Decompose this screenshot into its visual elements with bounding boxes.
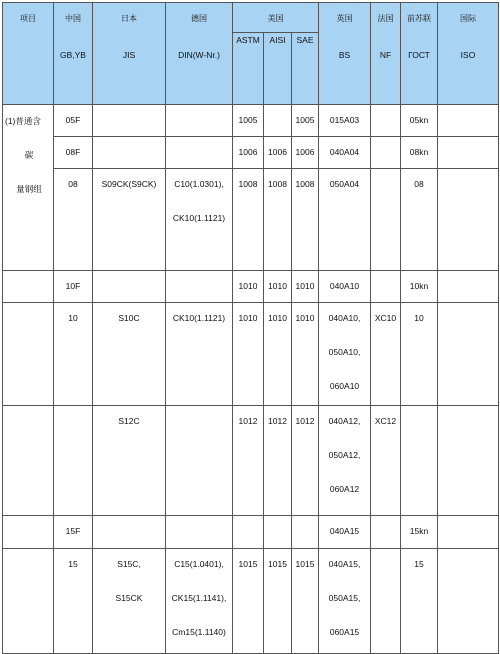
iso-cell bbox=[438, 303, 499, 406]
nf-cell bbox=[371, 105, 401, 137]
astm-cell: 1008 bbox=[233, 169, 264, 271]
astm-cell: 1015 bbox=[233, 549, 264, 654]
header-aisi: AISI bbox=[264, 33, 292, 105]
iso-cell bbox=[438, 516, 499, 549]
category-cell bbox=[3, 516, 54, 549]
jis-cell: S10C bbox=[93, 303, 166, 406]
gost-cell: 15kn bbox=[401, 516, 438, 549]
astm-cell: 1010 bbox=[233, 271, 264, 303]
din-cell: CK10(1.1121) bbox=[166, 303, 233, 406]
nf-cell bbox=[371, 516, 401, 549]
header-china: 中国 GB,YB bbox=[54, 3, 93, 105]
jis-cell bbox=[93, 271, 166, 303]
gb-cell bbox=[54, 406, 93, 516]
sae-cell: 1012 bbox=[292, 406, 319, 516]
sae-cell: 1015 bbox=[292, 549, 319, 654]
gb-cell: 10F bbox=[54, 271, 93, 303]
din-cell bbox=[166, 271, 233, 303]
header-uk: 英国 BS bbox=[319, 3, 371, 105]
nf-cell bbox=[371, 271, 401, 303]
header-germany: 德国 DIN(W-Nr.) bbox=[166, 3, 233, 105]
gb-cell: 08F bbox=[54, 137, 93, 169]
table-row bbox=[3, 516, 499, 549]
aisi-cell: 1012 bbox=[264, 406, 292, 516]
aisi-cell: 1006 bbox=[264, 137, 292, 169]
header-astm: ASTM bbox=[233, 33, 264, 105]
jis-cell bbox=[93, 137, 166, 169]
category-cell: (1)普通含 碳 量钢组 bbox=[3, 105, 54, 271]
sae-cell: 1006 bbox=[292, 137, 319, 169]
jis-cell: S12C bbox=[93, 406, 166, 516]
nf-cell bbox=[371, 169, 401, 271]
gost-cell: 15 bbox=[401, 549, 438, 654]
aisi-cell bbox=[264, 105, 292, 137]
category-cell bbox=[3, 406, 54, 516]
sae-cell: 1008 bbox=[292, 169, 319, 271]
jis-cell: S09CK(S9CK) bbox=[93, 169, 166, 271]
aisi-cell bbox=[264, 516, 292, 549]
header-japan: 日本 JIS bbox=[93, 3, 166, 105]
gb-cell: 15F bbox=[54, 516, 93, 549]
gb-cell: 05F bbox=[54, 105, 93, 137]
aisi-cell: 1015 bbox=[264, 549, 292, 654]
bs-cell: 040A12, 050A12, 060A12 bbox=[319, 406, 371, 516]
astm-cell: 1005 bbox=[233, 105, 264, 137]
din-cell: C10(1.0301), CK10(1.1121) bbox=[166, 169, 233, 271]
sae-cell: 1010 bbox=[292, 271, 319, 303]
table-row bbox=[3, 406, 499, 516]
nf-cell bbox=[371, 137, 401, 169]
aisi-cell: 1010 bbox=[264, 303, 292, 406]
aisi-cell: 1010 bbox=[264, 271, 292, 303]
jis-cell bbox=[93, 516, 166, 549]
iso-cell bbox=[438, 105, 499, 137]
gost-cell: 10kn bbox=[401, 271, 438, 303]
astm-cell: 1012 bbox=[233, 406, 264, 516]
gost-cell: 08kn bbox=[401, 137, 438, 169]
gb-cell: 10 bbox=[54, 303, 93, 406]
header-sae: SAE bbox=[292, 33, 319, 105]
category-cell bbox=[3, 271, 54, 303]
header-france: 法国 NF bbox=[371, 3, 401, 105]
gb-cell: 15 bbox=[54, 549, 93, 654]
gost-cell: 10 bbox=[401, 303, 438, 406]
bs-cell: 040A10, 050A10, 060A10 bbox=[319, 303, 371, 406]
sae-cell: 1005 bbox=[292, 105, 319, 137]
din-cell bbox=[166, 105, 233, 137]
table-row bbox=[3, 137, 499, 169]
table-row bbox=[3, 271, 499, 303]
iso-cell bbox=[438, 137, 499, 169]
header-usa: 美国 bbox=[233, 3, 319, 33]
table-row bbox=[3, 169, 499, 271]
astm-cell: 1006 bbox=[233, 137, 264, 169]
category-cell bbox=[3, 303, 54, 406]
gost-cell: 08 bbox=[401, 169, 438, 271]
jis-cell bbox=[93, 105, 166, 137]
bs-cell: 040A15 bbox=[319, 516, 371, 549]
aisi-cell: 1008 bbox=[264, 169, 292, 271]
table-row bbox=[3, 303, 499, 406]
nf-cell bbox=[371, 549, 401, 654]
sae-cell bbox=[292, 516, 319, 549]
jis-cell: S15C, S15CK bbox=[93, 549, 166, 654]
table-row bbox=[3, 549, 499, 654]
gb-cell: 08 bbox=[54, 169, 93, 271]
astm-cell: 1010 bbox=[233, 303, 264, 406]
sae-cell: 1010 bbox=[292, 303, 319, 406]
category-cell bbox=[3, 549, 54, 654]
gost-cell: 05kn bbox=[401, 105, 438, 137]
nf-cell: XC12 bbox=[371, 406, 401, 516]
bs-cell: 015A03 bbox=[319, 105, 371, 137]
astm-cell bbox=[233, 516, 264, 549]
bs-cell: 040A04 bbox=[319, 137, 371, 169]
bs-cell: 050A04 bbox=[319, 169, 371, 271]
header-intl: 国际 ISO bbox=[438, 3, 499, 105]
iso-cell bbox=[438, 406, 499, 516]
bs-cell: 040A15, 050A15, 060A15 bbox=[319, 549, 371, 654]
iso-cell bbox=[438, 271, 499, 303]
iso-cell bbox=[438, 549, 499, 654]
iso-cell bbox=[438, 169, 499, 271]
gost-cell bbox=[401, 406, 438, 516]
nf-cell: XC10 bbox=[371, 303, 401, 406]
header-ussr: 前苏联 ГОСТ bbox=[401, 3, 438, 105]
bs-cell: 040A10 bbox=[319, 271, 371, 303]
din-cell bbox=[166, 406, 233, 516]
table-row bbox=[3, 105, 499, 137]
din-cell: C15(1.0401), CK15(1.1141), Cm15(1.1140) bbox=[166, 549, 233, 654]
din-cell bbox=[166, 516, 233, 549]
header-item: 项目 bbox=[3, 3, 54, 105]
steel-grade-comparison-table bbox=[2, 2, 499, 654]
din-cell bbox=[166, 137, 233, 169]
